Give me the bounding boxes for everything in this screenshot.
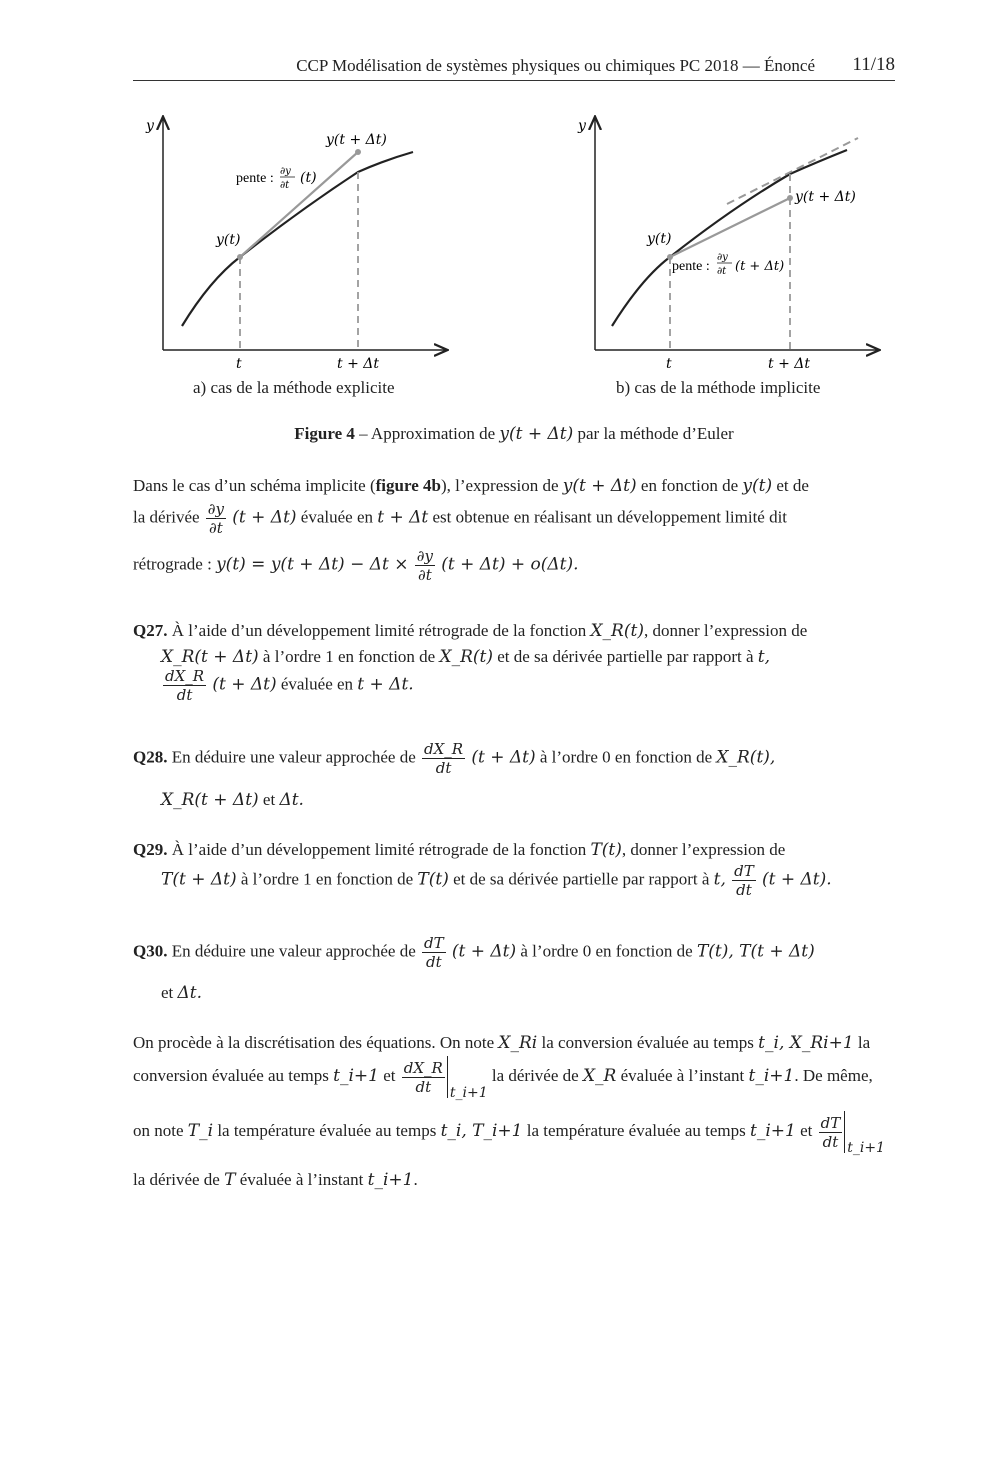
slope-label: pente : xyxy=(672,259,710,274)
slope-frac-num: ∂y xyxy=(280,166,291,177)
outro-line-2: conversion évaluée au temps t_i+1 et $\frac{dX\_R}{dt}$ $_{t\_i+1}$ la dérivée de X_R évaluée à l’instant t_i+1. De même, xyxy=(133,1056,873,1101)
q30-line-2: et Δt. xyxy=(161,983,203,1003)
label-point: y(t) xyxy=(216,232,241,248)
q28-line-1: Q28. En déduire une valeur approchée de $\frac{dX\_R}{dt}$ (t + Δt) à l’ordre 0 en fonction de X_R(t), xyxy=(133,740,776,777)
page-number: 11/18 xyxy=(852,54,895,75)
q30-label: Q30. xyxy=(133,941,168,961)
slope-arg: (t + Δt) xyxy=(735,259,785,274)
outro-line-1: On procède à la discrétisation des équations. On note X_Ri la conversion évaluée au temps t_i, X_Ri+1 la xyxy=(133,1033,871,1053)
intro-line-2: la dérivée $\frac{\partial y}{\partial t}$ (t + Δt) évaluée en t + Δt est obtenue en réalisant un développement limité dit xyxy=(133,500,788,537)
label-top: y(t + Δt) xyxy=(326,132,387,148)
label-top: y(t + Δt) xyxy=(795,189,856,205)
page-header xyxy=(133,52,895,81)
intro-line-3: rétrograde : y(t) = y(t + Δt) − Δt × $\frac{\partial y}{\partial t}$ (t + Δt) + o(Δt). xyxy=(133,547,579,584)
q27-label: Q27. xyxy=(133,621,168,640)
figure-b-implicit xyxy=(562,110,892,385)
y-axis-label: y xyxy=(146,118,154,134)
tangent-line xyxy=(240,152,358,257)
q28-label: Q28. xyxy=(133,747,168,767)
slope-label: pente : xyxy=(236,171,274,186)
intro-line-1: Dans le cas d’un schéma implicite (figure 4b), l’expression de y(t + Δt) en fonction de y(t) et de xyxy=(133,476,809,496)
tick-tdt: t + Δt xyxy=(337,356,379,372)
figure-a-caption: a) cas de la méthode explicite xyxy=(193,378,395,397)
point-ytdt xyxy=(355,149,361,155)
tick-tdt: t + Δt xyxy=(768,356,810,372)
figure-b-caption: b) cas de la méthode implicite xyxy=(616,378,821,397)
q28-line-2: X_R(t + Δt) et Δt. xyxy=(161,790,304,810)
tick-t: t xyxy=(236,356,242,372)
q27-line-3: $\frac{dX\_R}{dt}$ (t + Δt) évaluée en t + Δt. xyxy=(165,667,414,704)
q29-line-1: Q29. À l’aide d’un développement limité rétrograde de la fonction T(t), donner l’expression de xyxy=(133,840,786,860)
q29-line-2: T(t + Δt) à l’ordre 1 en fonction de T(t) et de sa dérivée partielle par rapport à t, $\frac{dT}{dt}$ (t + Δt). xyxy=(161,862,832,899)
slope-arg: (t) xyxy=(300,170,317,186)
header-title: CCP Modélisation de systèmes physiques ou chimiques PC 2018 — Énoncé xyxy=(296,56,815,75)
q29-label: Q29. xyxy=(133,840,168,859)
point-yt xyxy=(237,254,243,260)
outro-line-3: on note T_i la température évaluée au temps t_i, T_i+1 la température évaluée au temps t_i+1 et $\frac{dT}{dt}$ $_{t\_i+1}$ xyxy=(133,1111,885,1156)
point-ytdt xyxy=(787,195,793,201)
q30-line-1: Q30. En déduire une valeur approchée de $\frac{dT}{dt}$ (t + Δt) à l’ordre 0 en fonction de T(t), T(t + Δt) xyxy=(133,934,815,971)
y-axis-label: y xyxy=(578,118,586,134)
label-point: y(t) xyxy=(647,231,672,247)
tick-t: t xyxy=(666,356,672,372)
slope-frac-num: ∂y xyxy=(717,252,728,263)
figure-label: Figure 4 xyxy=(294,424,355,443)
slope-frac-den: ∂t xyxy=(280,180,290,191)
outro-line-4: la dérivée de T évaluée à l’instant t_i+1. xyxy=(133,1170,418,1190)
slope-frac-den: ∂t xyxy=(717,266,727,277)
figure-caption: Figure 4 – Approximation de y(t + Δt) par la méthode d’Euler xyxy=(294,424,734,444)
q27-line-2: X_R(t + Δt) à l’ordre 1 en fonction de X_R(t) et de sa dérivée partielle par rapport à t, xyxy=(161,647,770,667)
figure-a-explicit xyxy=(130,110,460,385)
secant-line xyxy=(670,198,790,257)
q27-line-1: Q27. À l’aide d’un développement limité rétrograde de la fonction X_R(t), donner l’expression de xyxy=(133,621,808,641)
